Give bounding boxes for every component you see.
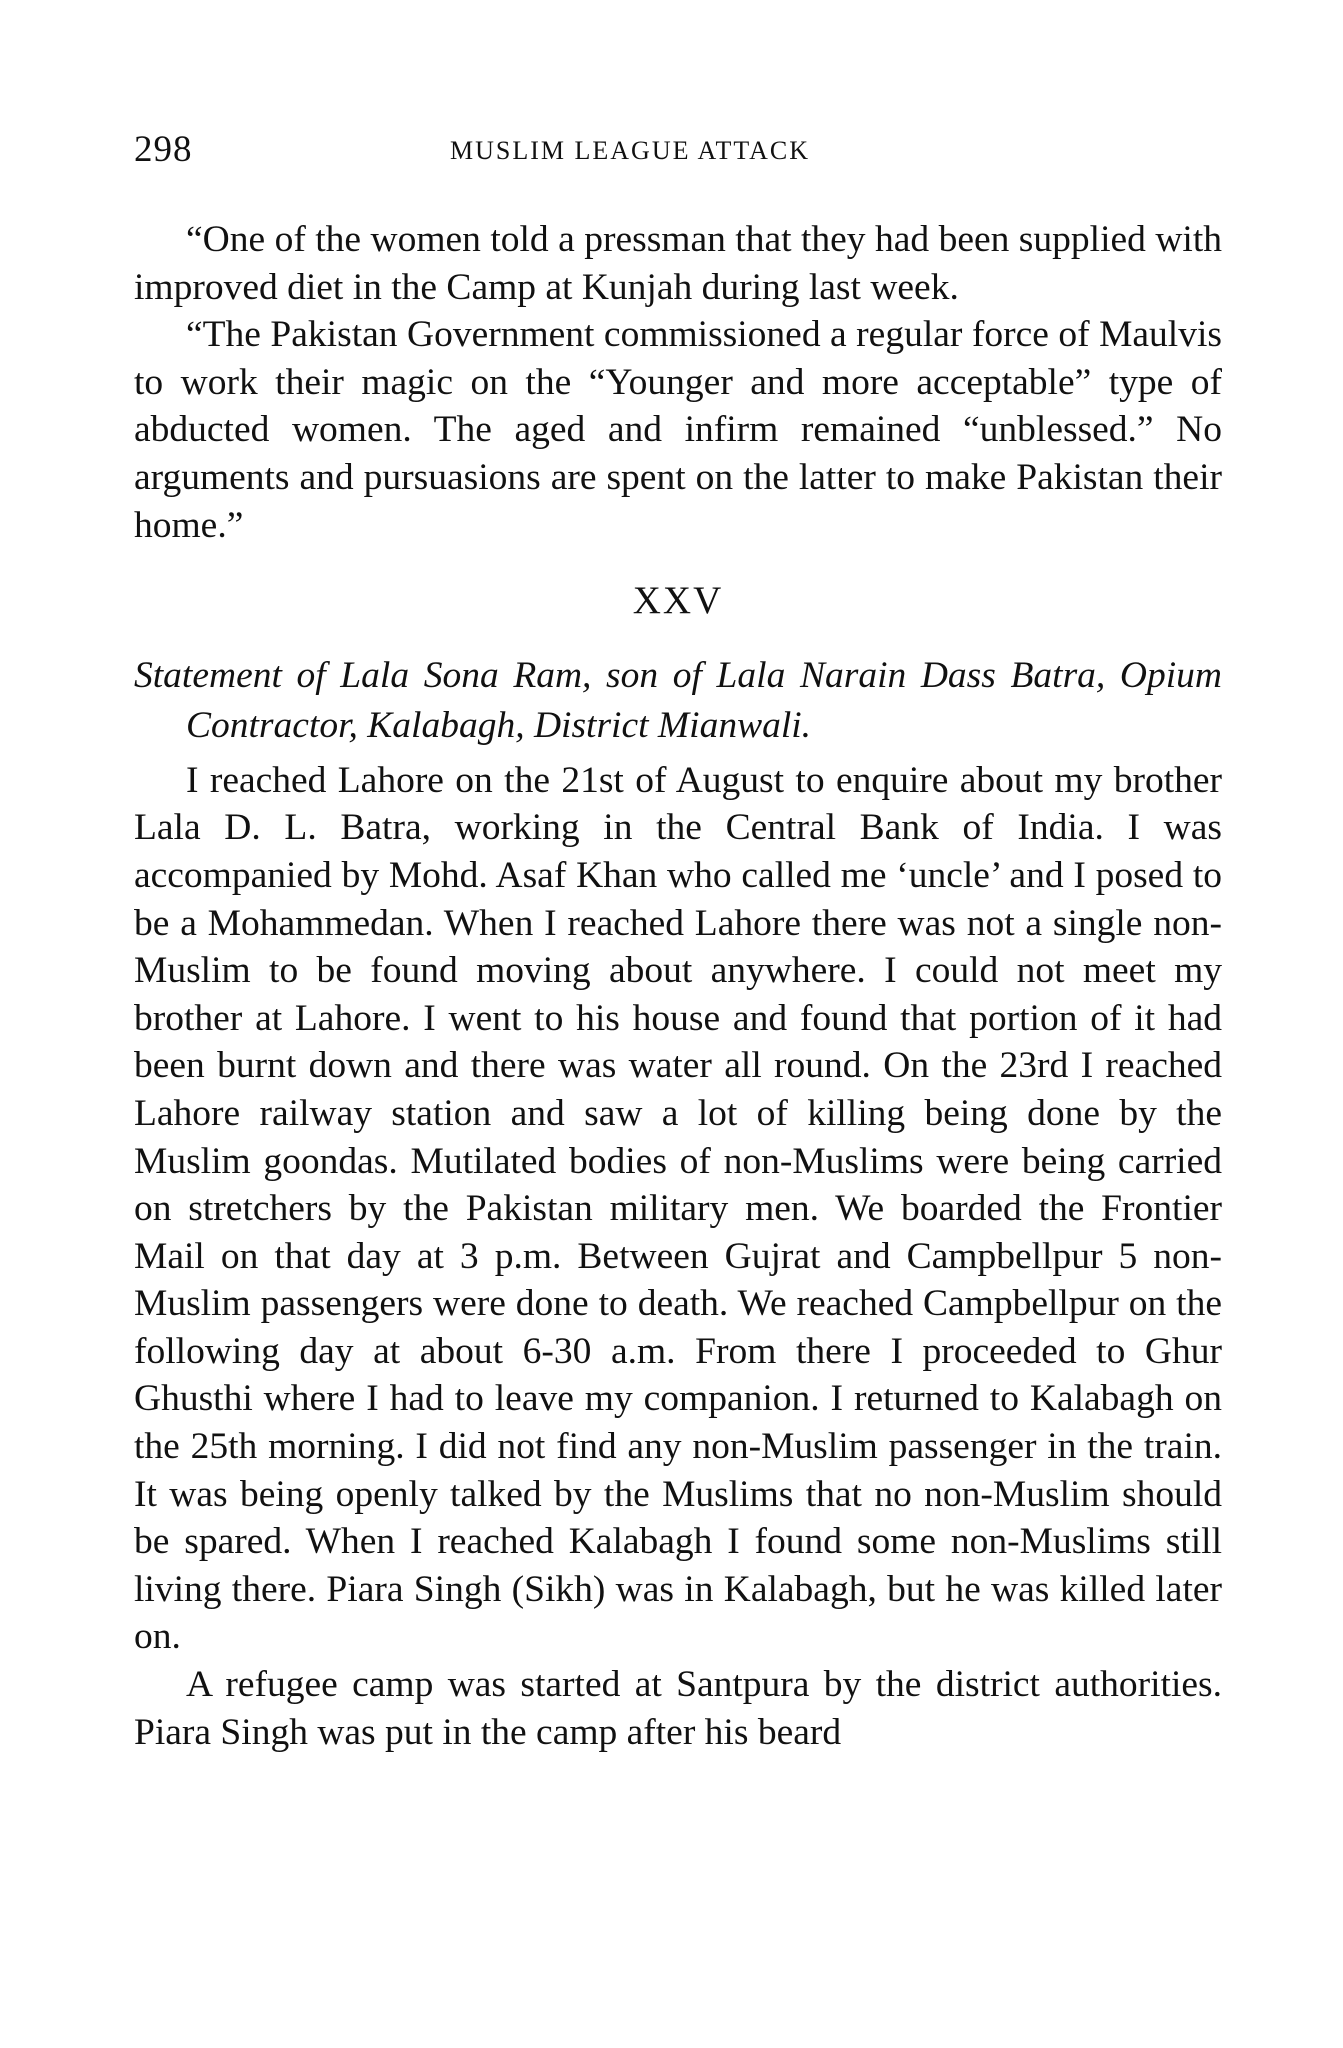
section-number: XXV	[632, 579, 724, 623]
book-page	[134, 128, 1222, 1756]
paragraph: “The Pakistan Government commissioned a regular force of Maulvis to work their magic on the “Younger and more acceptable” type of abducted women. The aged and infirm remained “unblessed.” No arguments and pursuasions are spent on the latter to make Pakistan their home.”	[134, 314, 1222, 546]
paragraph: A refugee camp was started at Santpura by the district authorities. Piara Singh was put in the camp after his beard	[134, 1664, 1222, 1753]
paragraph: I reached Lahore on the 21st of August to enquire about my brother Lala D. L. Batra, working in the Central Bank of India. I was accompanied by Mohd. Asaf Khan who called me ‘uncle’ and I posed to be a Mohammedan. When I reached Lahore there was not a single non-Muslim to be found moving about anywhere. I could not meet my brother at Lahore. I went to his house and found that portion of it had been burnt down and there was water all round. On the 23rd I reached Lahore railway station and saw a lot of killing being done by the Muslim goondas. Mutilated bodies of non-Muslims were being carried on stretchers by the Pakistan military men. We boarded the Frontier Mail on that day at 3 p.m. Between Gujrat and Campbellpur 5 non-Muslim passengers were done to death. We reached Campbellpur on the following day at about 6-30 a.m. From there I proceeded to Ghur Ghusthi where I had to leave my companion. I returned to Kalabagh on the 25th morning. I did not find any non-Muslim passenger in the train. It was being openly talked by the Muslims that no non-Muslim should be spared. When I reached Kalabagh I found some non-Muslims still living there. Piara Singh (Sikh) was in Kalabagh, but he was killed later on.	[134, 759, 1222, 1658]
running-head-title: MUSLIM LEAGUE ATTACK	[450, 136, 811, 165]
paragraph: “One of the women told a pressman that they had been supplied with improved diet in the Camp at Kunjah during last week.	[134, 219, 1222, 308]
body-text	[134, 216, 1222, 1756]
page-number: 298	[134, 129, 193, 170]
running-head	[134, 128, 1222, 176]
statement-heading: Statement of Lala Sona Ram, son of Lala Narain Dass Batra, Opium Contractor, Kalabagh, District Mianwali.	[134, 654, 1222, 746]
